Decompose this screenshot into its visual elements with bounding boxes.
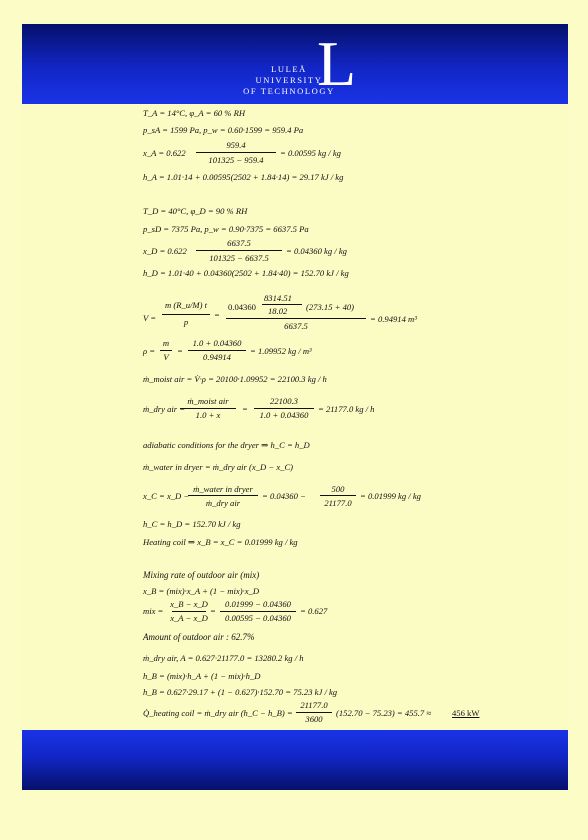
dryer-xC-denominator-value: 21177.0 — [324, 498, 352, 508]
fraction-bar — [180, 408, 236, 409]
fraction-bar — [172, 611, 206, 612]
dryer-xC-denominator: ṁ_dry air — [205, 498, 241, 508]
dryer-line2: ṁ_water in dryer = ṁ_dry air (x_D − x_C) — [143, 462, 294, 472]
mixing-mix-numerator-value: 0.01999 − 0.04360 — [225, 599, 291, 609]
fraction-bar — [320, 495, 356, 496]
volume-V-numerator: m (R_u/M) t — [164, 300, 207, 310]
volume-V-eq: = — [214, 310, 220, 320]
density-eq: = — [177, 346, 183, 356]
dry-air-eq: = — [242, 404, 248, 414]
fraction-bar — [162, 314, 210, 315]
heating-coil-result: 456 kW — [452, 708, 480, 718]
fraction-bar — [254, 408, 314, 409]
fraction-bar — [262, 304, 302, 305]
dry-air-denominator: 1.0 + x — [195, 410, 221, 420]
fraction-bar — [196, 250, 282, 251]
stateD-line2: p_sD = 7375 Pa, p_w = 0.90·7375 = 6637.5 Pa — [143, 224, 309, 234]
mixing-mix-prefix: mix = — [143, 606, 164, 616]
mixing-mix-denominator: x_A − x_D — [170, 613, 208, 623]
logo-line-3: OF TECHNOLOGY — [243, 86, 335, 96]
dryer-xC-mid: = 0.04360 − — [262, 491, 306, 501]
logo-line-1: LULEÅ — [271, 64, 307, 74]
stateD-xD-result: = 0.04360 kg / kg — [286, 246, 347, 256]
stateD-xD-numerator: 6637.5 — [227, 238, 251, 248]
moist-air-flow: ṁ_moist air = V̇·ρ = 20100·1.09952 = 22100.3 kg / h — [143, 374, 327, 384]
density-denominator: V — [163, 352, 169, 362]
volume-V-pressure: 6637.5 — [284, 321, 308, 331]
volume-V-denominator: p — [183, 317, 189, 327]
density-prefix: ρ = — [143, 346, 156, 356]
fraction-bar — [196, 152, 276, 153]
logo-letter: L — [317, 28, 357, 99]
fraction-bar — [160, 350, 172, 351]
stateD-xD-denominator: 101325 − 6637.5 — [209, 253, 269, 263]
mixing-line3: ṁ_dry air, A = 0.627·21177.0 = 13280.2 kg / h — [143, 653, 304, 663]
heating-coil-denominator: 3600 — [305, 714, 323, 724]
mixing-line5: h_B = 0.627·29.17 + (1 − 0.627)·152.70 = 75.23 kJ / kg — [143, 687, 338, 697]
mixing-mix-result: = 0.627 — [300, 606, 328, 616]
heating-coil-mid: (152.70 − 75.23) = 455.7 ≈ — [336, 708, 432, 718]
heating-coil-prefix: Q̇_heating coil = ṁ_dry air (h_C − h_B) = — [143, 708, 293, 718]
dry-air-numerator: ṁ_moist air — [187, 396, 229, 406]
mixing-line1: x_B = (mix)·x_A + (1 − mix)·x_D — [143, 586, 260, 596]
density-denominator-value: 0.94914 — [203, 352, 231, 362]
stateA-xA-prefix: x_A = 0.622 — [143, 148, 186, 158]
volume-V-ru: 8314.51 — [264, 293, 292, 303]
fraction-bar — [220, 611, 296, 612]
heating-coil-numerator: 21177.0 — [300, 700, 328, 710]
stateA-line4: h_A = 1.01·14 + 0.00595(2502 + 1.84·14) = 29.17 kJ / kg — [143, 172, 344, 182]
fraction-bar — [188, 350, 246, 351]
mixing-title: Mixing rate of outdoor air (mix) — [143, 570, 260, 580]
logo-line-2: UNIVERSITY — [255, 75, 323, 85]
stateA-xA-numerator: 959.4 — [226, 140, 246, 150]
dryer-xC-result: = 0.01999 kg / kg — [360, 491, 421, 501]
fraction-bar — [226, 318, 366, 319]
mixing-mix-numerator: x_B − x_D — [170, 599, 208, 609]
dryer-line1: adiabatic conditions for the dryer ⇒ h_C = h_D — [143, 440, 310, 450]
stateA-line2: p_sA = 1599 Pa, p_w = 0.60·1599 = 959.4 Pa — [143, 125, 304, 135]
density-numerator: m — [162, 338, 170, 348]
stateA-xA-result: = 0.00595 kg / kg — [280, 148, 341, 158]
dryer-line5: Heating coil ⇒ x_B = x_C = 0.01999 kg / kg — [143, 537, 298, 547]
mixing-amount: Amount of outdoor air : 62.7% — [143, 632, 255, 642]
stateD-line1: T_D = 40°C, φ_D = 90 % RH — [143, 206, 248, 216]
stateD-line4: h_D = 1.01·40 + 0.04360(2502 + 1.84·40) = 152.70 kJ / kg — [143, 268, 349, 278]
volume-V-temperature: (273.15 + 40) — [306, 302, 355, 312]
dryer-line4: h_C = h_D = 152.70 kJ / kg — [143, 519, 241, 529]
dryer-xC-prefix: x_C = x_D − — [143, 491, 190, 501]
dry-air-numerator-value: 22100.3 — [270, 396, 298, 406]
stateA-xA-denominator: 101325 − 959.4 — [208, 155, 264, 165]
stateD-xD-prefix: x_D = 0.622 — [143, 246, 187, 256]
dry-air-prefix: ṁ_dry air = — [143, 404, 186, 414]
mixing-mix-denominator-value: 0.00595 − 0.04360 — [225, 613, 291, 623]
volume-V-mass: 0.04360 — [228, 302, 256, 312]
volume-V-prefix: V = — [143, 313, 157, 323]
density-result: = 1.09952 kg / m³ — [250, 346, 312, 356]
fraction-bar — [188, 495, 258, 496]
volume-V-molarmass: 18.02 — [268, 306, 288, 316]
dry-air-result: = 21177.0 kg / h — [318, 404, 375, 414]
volume-V-result: = 0.94914 m³ — [370, 314, 417, 324]
mixing-line4: h_B = (mix)·h_A + (1 − mix)·h_D — [143, 671, 261, 681]
dry-air-denominator-value: 1.0 + 0.04360 — [259, 410, 309, 420]
fraction-bar — [296, 712, 332, 713]
dryer-xC-numerator-value: 500 — [331, 484, 345, 494]
mixing-mix-eq: = — [210, 606, 216, 616]
stateA-line1: T_A = 14°C, φ_A = 60 % RH — [143, 108, 246, 118]
density-numerator-value: 1.0 + 0.04360 — [192, 338, 242, 348]
dryer-xC-numerator: ṁ_water in dryer — [193, 484, 253, 494]
